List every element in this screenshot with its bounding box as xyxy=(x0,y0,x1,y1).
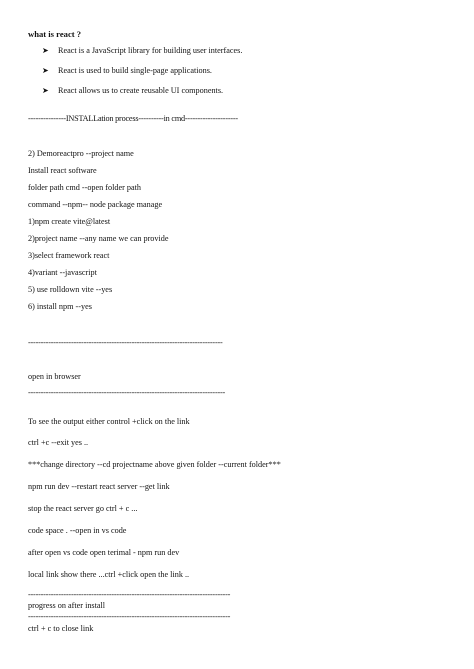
close-note: ctrl + c to close link xyxy=(28,624,94,633)
separator: ----------------------------------------------------------------------------- xyxy=(28,338,223,347)
separator: -------------------------------------------------------------------------------- xyxy=(28,612,231,621)
bullet-item: ➤ React allows us to create reusable UI components. xyxy=(42,86,224,95)
note-line: code space . --open in vs code xyxy=(28,526,127,535)
install-header: ---------------INSTALLation process----------in cmd--------------------- xyxy=(28,114,238,123)
separator: ------------------------------------------------------------------------------ xyxy=(28,388,226,397)
progress-note: progress on after install xyxy=(28,601,106,610)
bullet-item: ➤ React is used to build single-page applications. xyxy=(42,66,212,75)
arrowhead-bullet-icon: ➤ xyxy=(42,86,49,95)
note-line: npm run dev --restart react server --get link xyxy=(28,482,170,491)
arrowhead-bullet-icon: ➤ xyxy=(42,66,49,75)
note-line: after open vs code open terimal - npm run dev xyxy=(28,548,180,557)
step-line: 5) use rolldown vite --yes xyxy=(28,285,113,294)
note-line: ***change directory --cd projectname above given folder --current folder*** xyxy=(28,460,281,469)
page-title: what is react ? xyxy=(28,29,82,39)
step-line: command --npm-- node package manage xyxy=(28,200,163,209)
step-line: 2)project name --any name we can provide xyxy=(28,234,169,243)
open-in-browser-label: open in browser xyxy=(28,372,81,381)
note-line: stop the react server go ctrl + c ... xyxy=(28,504,138,513)
note-line: local link show there ...ctrl +click open the link .. xyxy=(28,570,190,579)
bullet-item: ➤ React is a JavaScript library for building user interfaces. xyxy=(42,46,243,55)
arrowhead-bullet-icon: ➤ xyxy=(42,46,49,55)
step-line: 6) install npm --yes xyxy=(28,302,92,311)
note-line: ctrl +c --exit yes .. xyxy=(28,438,89,447)
step-line: 1)npm create vite@latest xyxy=(28,217,111,226)
separator: -------------------------------------------------------------------------------- xyxy=(28,590,231,599)
step-line: 3)select framework react xyxy=(28,251,110,260)
step-line: folder path cmd --open folder path xyxy=(28,183,141,192)
step-line: 2) Demoreactpro --project name xyxy=(28,149,134,158)
step-line: 4)variant --javascript xyxy=(28,268,97,277)
note-line: To see the output either control +click on the link xyxy=(28,417,190,426)
step-line: Install react software xyxy=(28,166,97,175)
